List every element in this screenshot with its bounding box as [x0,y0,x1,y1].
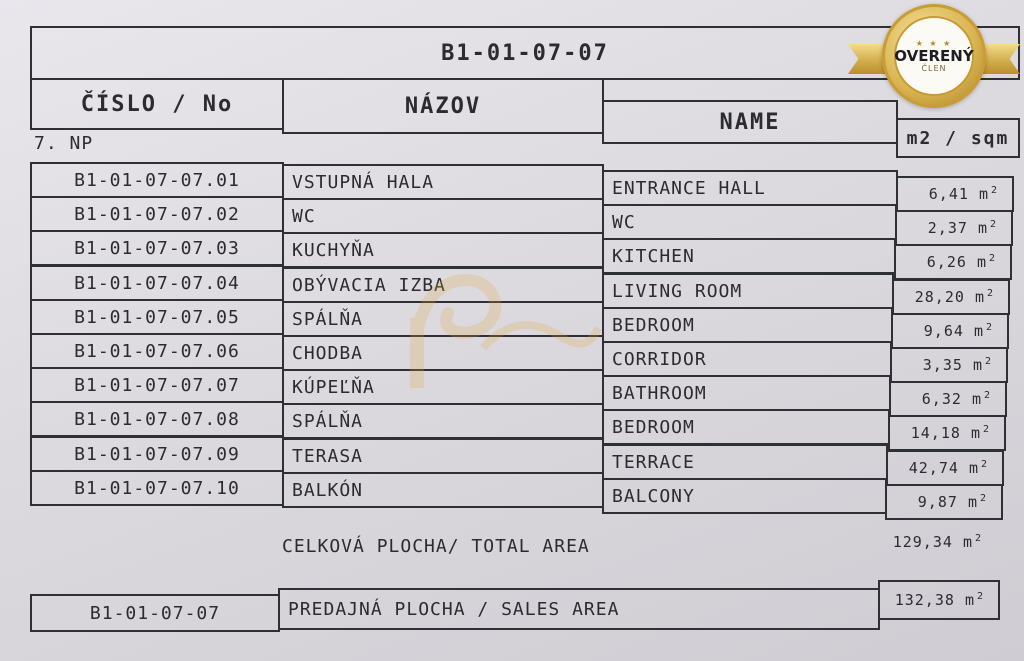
room-area: 3,35 [922,356,963,374]
room-name-en: BALCONY [612,485,695,507]
room-name-en: LIVING ROOM [612,280,743,302]
room-code: B1-01-07-07.07 [74,374,240,396]
room-area: 2,37 [927,219,968,237]
sales-label-cell [278,588,880,630]
room-name-sk: TERASA [292,445,364,467]
room-area-cell [891,313,1009,349]
room-area: 9,64 [923,322,964,340]
room-name-sk: WC [292,205,316,227]
room-area-unit: m [971,390,982,408]
room-code-cell [30,436,284,472]
room-area-cell [888,415,1006,451]
header-name-sk-label: NÁZOV [404,93,482,119]
room-area-power: 2 [985,321,993,333]
room-area-unit: m [967,493,978,511]
badge-stars: ★ ★ ★ [915,39,953,48]
room-area-cell [885,484,1003,520]
room-area-cell [889,381,1007,417]
room-name-sk-cell [282,472,604,508]
room-name-sk-cell [282,403,604,439]
room-name-sk-cell [282,232,604,268]
room-area-unit: m [968,459,979,477]
room-area-unit: m [973,322,984,340]
header-area-label: m2 / sqm [906,127,1010,149]
badge-seal-inner [894,16,974,96]
badge-seal [882,4,986,108]
room-code: B1-01-07-07.09 [74,443,240,465]
room-name-en: ENTRANCE HALL [612,177,766,199]
badge-sub: ČLEN [921,64,947,73]
room-name-sk: BALKÓN [292,479,364,501]
room-name-en: BEDROOM [612,416,695,438]
room-area: 6,41 [928,185,969,203]
room-name-en-cell [602,238,896,274]
total-area-number: 129,34 [892,533,953,551]
room-code: B1-01-07-07.02 [74,203,240,225]
room-name-en-cell [602,307,893,343]
floor-label [34,130,93,156]
room-code-cell [30,367,284,403]
room-name-sk: SPÁLŇA [292,308,364,330]
total-area-label [282,532,590,560]
header-code [30,78,284,130]
room-area: 14,18 [910,424,961,442]
sales-area-unit: m [964,591,975,609]
room-name-en-cell [602,444,888,480]
room-name-en-cell [602,478,887,514]
room-area: 42,74 [908,459,959,477]
room-name-en: KITCHEN [612,245,695,267]
room-code-cell [30,299,284,335]
room-area: 6,32 [921,390,962,408]
room-name-sk-cell [282,164,604,200]
room-area-unit: m [977,219,988,237]
sales-code-cell [30,594,280,632]
room-area-cell [892,279,1010,315]
total-area-label-text: CELKOVÁ PLOCHA/ TOTAL AREA [282,535,590,557]
room-code: B1-01-07-07.05 [74,306,240,328]
room-area-unit: m [978,185,989,203]
room-name-en-cell [602,273,894,309]
room-area-power: 2 [983,389,991,401]
room-name-sk: OBÝVACIA IZBA [292,274,446,296]
room-area-power: 2 [989,218,997,230]
room-code: B1-01-07-07.08 [74,408,240,430]
room-area-unit: m [970,424,981,442]
header-name-sk [282,78,604,134]
badge-word: OVERENÝ [894,47,974,65]
room-code: B1-01-07-07.03 [74,237,240,259]
total-area-value [880,528,996,556]
room-name-en: WC [612,211,636,233]
header-name-en-label: NAME [719,109,781,135]
room-name-sk: KUCHYŇA [292,239,375,261]
room-name-en: BATHROOM [612,382,707,404]
room-name-sk-cell [282,198,604,234]
room-name-sk: KÚPEĽŇA [292,376,375,398]
room-name-en-cell [602,375,891,411]
room-name-en-cell [602,341,892,377]
sales-area-number: 132,38 [894,591,955,609]
room-name-en-cell [602,170,898,206]
room-code: B1-01-07-07.01 [74,169,240,191]
header-code-label: ČÍSLO / No [80,91,234,117]
verified-member-badge [848,4,1020,108]
sales-code: B1-01-07-07 [89,602,221,624]
room-name-en-cell [602,204,897,240]
room-name-sk-cell [282,438,604,474]
total-area-power: 2 [974,532,982,544]
room-area-power: 2 [982,423,990,435]
total-area-unit: m [962,533,973,551]
room-area-cell [894,244,1012,280]
room-name-en: BEDROOM [612,314,695,336]
room-code-cell [30,265,284,301]
unit-title-text: B1-01-07-07 [441,40,609,66]
room-name-en-cell [602,409,890,445]
room-code-cell [30,333,284,369]
header-area [896,118,1020,158]
room-area-cell [896,176,1014,212]
room-code: B1-01-07-07.04 [74,272,240,294]
room-area-cell [895,210,1013,246]
room-area-unit: m [974,288,985,306]
room-code: B1-01-07-07.10 [74,477,240,499]
room-area-unit: m [972,356,983,374]
room-area: 28,20 [914,288,965,306]
room-name-sk: SPÁLŇA [292,410,364,432]
room-area-power: 2 [984,355,992,367]
room-name-sk: VSTUPNÁ HALA [292,171,435,193]
room-area-power: 2 [979,492,987,504]
room-area-unit: m [976,253,987,271]
room-code: B1-01-07-07.06 [74,340,240,362]
room-area-power: 2 [988,252,996,264]
room-area-cell [886,450,1004,486]
room-code-cell [30,196,284,232]
floor-label-text: 7. NP [34,132,94,154]
sales-label: PREDAJNÁ PLOCHA / SALES AREA [288,598,620,620]
room-area-power: 2 [980,458,988,470]
room-area: 9,87 [917,493,958,511]
room-code-cell [30,470,284,506]
room-code-cell [30,162,284,198]
room-area: 6,26 [926,253,967,271]
room-name-en: CORRIDOR [612,348,707,370]
watermark-logo [388,268,608,398]
room-area-power: 2 [990,184,998,196]
room-name-en: TERRACE [612,451,695,473]
room-code-cell [30,230,284,266]
room-area-power: 2 [986,287,994,299]
sales-area-power: 2 [976,590,984,602]
room-code-cell [30,401,284,437]
room-area-cell [890,347,1008,383]
sales-value-cell [878,580,1000,620]
room-name-sk: CHODBA [292,342,364,364]
